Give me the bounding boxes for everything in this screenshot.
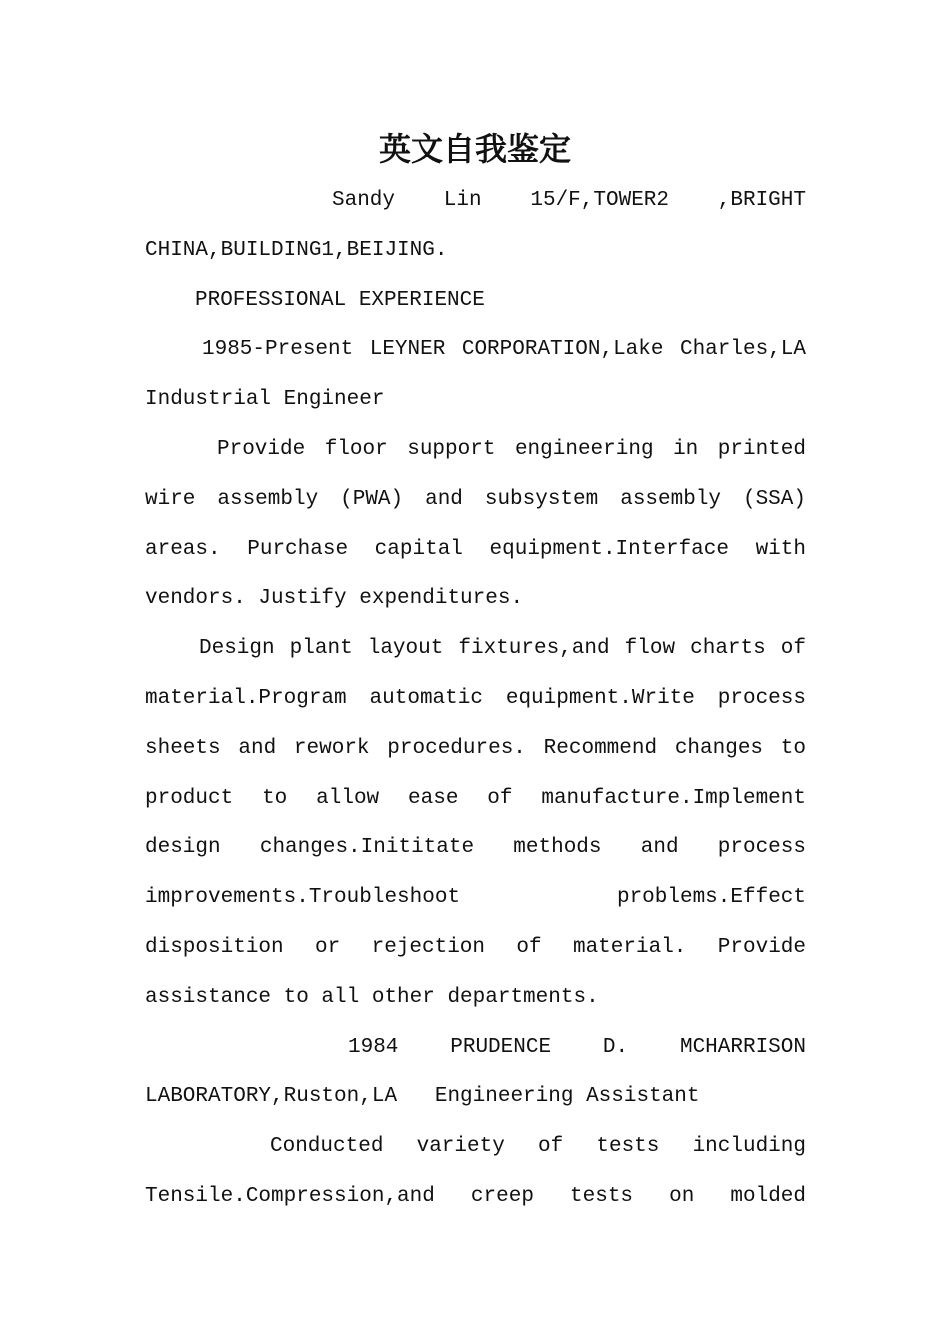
document-line: Design plant layout fixtures,and flow charts of [199, 637, 806, 661]
document-line: LABORATORY,Ruston,LA Engineering Assistant [145, 1085, 700, 1109]
document-line: Provide floor support engineering in printed [217, 438, 806, 461]
document-line: improvements.Troubleshoot problems.Effect [145, 886, 806, 910]
document-line: Industrial Engineer [145, 388, 385, 412]
document-line: 1984 PRUDENCE D. MCHARRISON [348, 1035, 806, 1059]
document-line: 1985-Present LEYNER CORPORATION,Lake Charles,LA [202, 338, 806, 362]
document-line: design changes.Inititate methods and process [145, 836, 806, 860]
document-line: product to allow ease of manufacture.Implement [145, 786, 806, 810]
document-line: disposition or rejection of material. Provide [145, 936, 806, 959]
document-line: sheets and rework procedures. Recommend changes to [145, 736, 806, 760]
document-line: Conducted variety of tests including [270, 1135, 806, 1159]
document-line: wire assembly (PWA) and subsystem assembly (SSA) [145, 487, 806, 511]
document-line: Sandy Lin 15/F,TOWER2 ,BRIGHT [332, 189, 806, 212]
document-line: material.Program automatic equipment.Write process [145, 687, 806, 710]
document-line: assistance to all other departments. [145, 985, 599, 1009]
document-title: 英文自我鉴定 [378, 130, 571, 168]
document-line: CHINA,BUILDING1,BEIJING. [145, 238, 448, 262]
document-line: PROFESSIONAL EXPERIENCE [195, 288, 485, 312]
document-line: areas. Purchase capital equipment.Interface with [145, 537, 806, 561]
document-line: Tensile.Compression,and creep tests on molded [145, 1185, 806, 1208]
document-line: vendors. Justify expenditures. [145, 587, 524, 611]
